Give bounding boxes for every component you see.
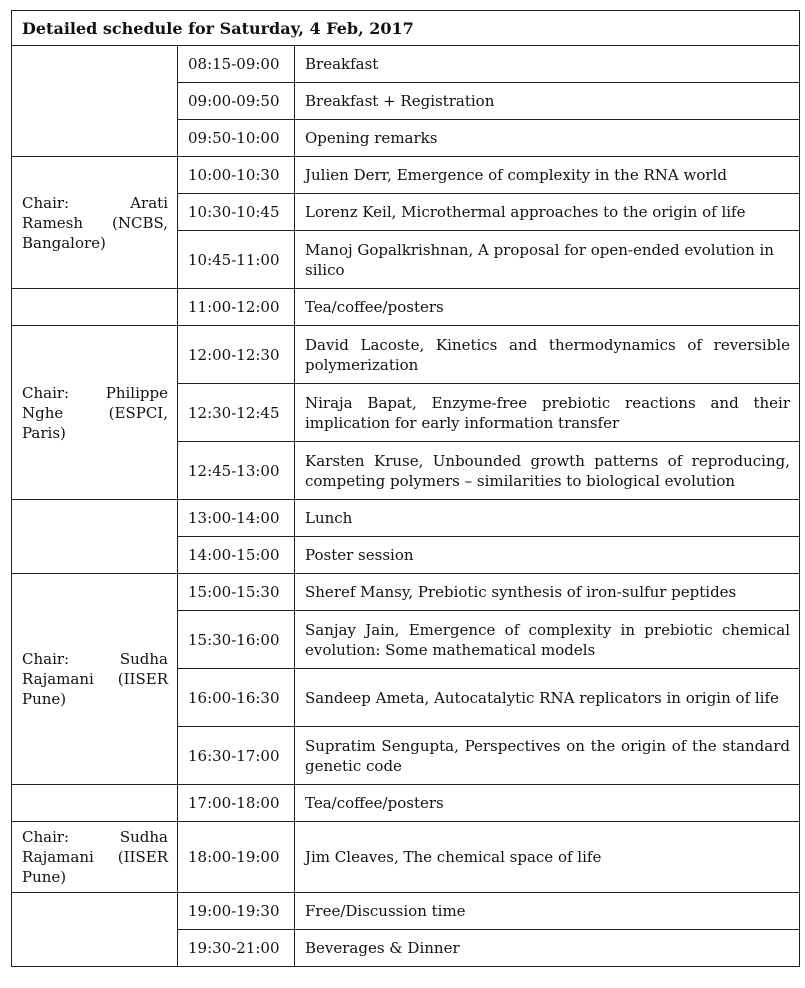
event-cell: Sheref Mansy, Prebiotic synthesis of iron-sulfur peptides — [295, 574, 800, 611]
time-cell: 12:30-12:45 — [178, 384, 295, 442]
time-cell: 15:00-15:30 — [178, 574, 295, 611]
table-row — [12, 574, 800, 611]
table-row — [12, 289, 800, 326]
event-cell: Lorenz Keil, Microthermal approaches to the origin of life — [295, 194, 800, 231]
chair-cell: Chair: Philippe Nghe (ESPCI, Paris) — [12, 326, 178, 500]
table-row — [12, 326, 800, 384]
table-row — [12, 157, 800, 194]
time-cell: 16:00-16:30 — [178, 669, 295, 727]
time-cell: 08:15-09:00 — [178, 46, 295, 83]
event-cell: Lunch — [295, 500, 800, 537]
time-cell: 11:00-12:00 — [178, 289, 295, 326]
time-cell: 14:00-15:00 — [178, 537, 295, 574]
event-cell: Sandeep Ameta, Autocatalytic RNA replicators in origin of life — [295, 669, 800, 727]
event-cell: Manoj Gopalkrishnan, A proposal for open-ended evolution in silico — [295, 231, 800, 289]
chair-cell: Chair: Arati Ramesh (NCBS, Bangalore) — [12, 157, 178, 289]
event-cell: Breakfast + Registration — [295, 83, 800, 120]
event-cell: Sanjay Jain, Emergence of complexity in prebiotic chemical evolution: Some mathematical models — [295, 611, 800, 669]
event-cell: Opening remarks — [295, 120, 800, 157]
time-cell: 10:00-10:30 — [178, 157, 295, 194]
time-cell: 17:00-18:00 — [178, 785, 295, 822]
event-cell: David Lacoste, Kinetics and thermodynamics of reversible polymerization — [295, 326, 800, 384]
time-cell: 12:45-13:00 — [178, 442, 295, 500]
time-cell: 12:00-12:30 — [178, 326, 295, 384]
table-row — [12, 46, 800, 83]
table-row — [12, 893, 800, 930]
event-cell: Breakfast — [295, 46, 800, 83]
chair-cell: Chair: Sudha Rajamani (IISER Pune) — [12, 822, 178, 893]
event-cell: Poster session — [295, 537, 800, 574]
time-cell: 13:00-14:00 — [178, 500, 295, 537]
chair-cell — [12, 893, 178, 967]
schedule-title: Detailed schedule for Saturday, 4 Feb, 2017 — [12, 11, 800, 46]
time-cell: 09:00-09:50 — [178, 83, 295, 120]
schedule-table — [11, 10, 800, 967]
table-row — [12, 822, 800, 893]
title-row — [12, 11, 800, 46]
event-cell: Jim Cleaves, The chemical space of life — [295, 822, 800, 893]
event-cell: Tea/coffee/posters — [295, 289, 800, 326]
event-cell: Beverages & Dinner — [295, 930, 800, 967]
time-cell: 10:45-11:00 — [178, 231, 295, 289]
time-cell: 09:50-10:00 — [178, 120, 295, 157]
event-cell: Julien Derr, Emergence of complexity in the RNA world — [295, 157, 800, 194]
time-cell: 16:30-17:00 — [178, 727, 295, 785]
time-cell: 19:00-19:30 — [178, 893, 295, 930]
chair-cell: Chair: Sudha Rajamani (IISER Pune) — [12, 574, 178, 785]
event-cell: Supratim Sengupta, Perspectives on the origin of the standard genetic code — [295, 727, 800, 785]
event-cell: Free/Discussion time — [295, 893, 800, 930]
time-cell: 10:30-10:45 — [178, 194, 295, 231]
time-cell: 19:30-21:00 — [178, 930, 295, 967]
chair-cell — [12, 289, 178, 326]
event-cell: Tea/coffee/posters — [295, 785, 800, 822]
event-cell: Karsten Kruse, Unbounded growth patterns of reproducing, competing polymers – similarities to biological evolution — [295, 442, 800, 500]
time-cell: 15:30-16:00 — [178, 611, 295, 669]
time-cell: 18:00-19:00 — [178, 822, 295, 893]
table-row — [12, 500, 800, 537]
table-row — [12, 785, 800, 822]
chair-cell — [12, 500, 178, 574]
event-cell: Niraja Bapat, Enzyme-free prebiotic reactions and their implication for early information transfer — [295, 384, 800, 442]
chair-cell — [12, 46, 178, 157]
chair-cell — [12, 785, 178, 822]
